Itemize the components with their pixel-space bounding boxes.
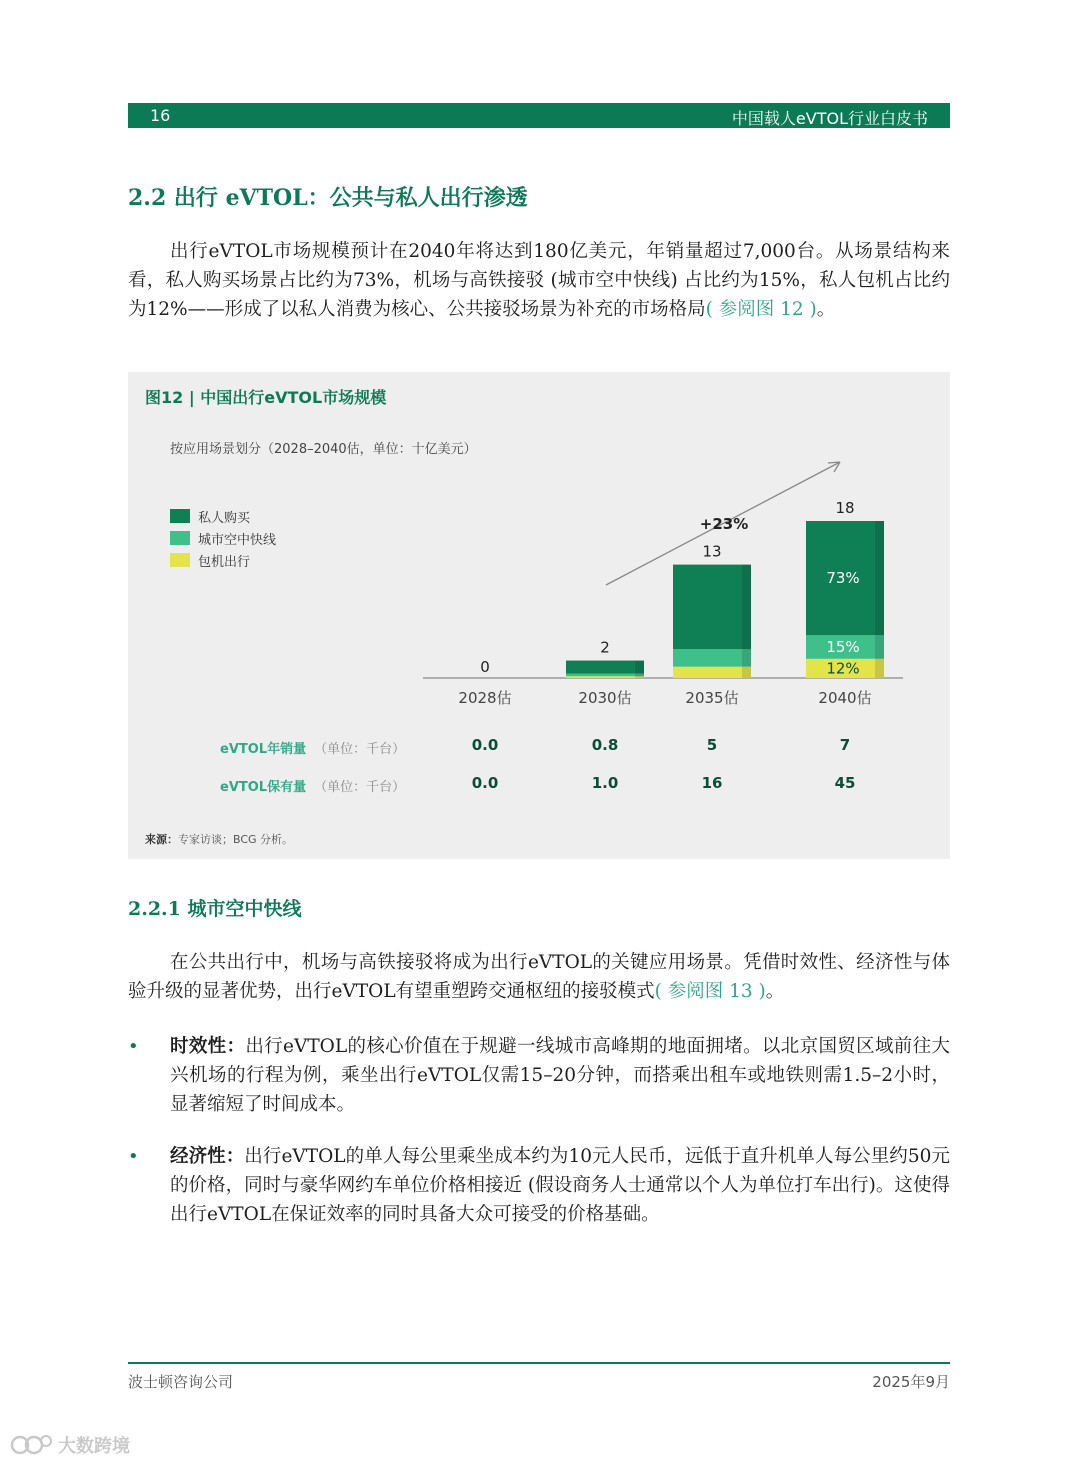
subsection-text: 在公共出行中，机场与高铁接驳将成为出行eVTOL的关键应用场景。凭借时效性、经济性与体验升级的显著优势，出行eVTOL有望重塑跨交通枢纽的接驳模式 (128, 952, 950, 1002)
bullet-heading: 时效性： (170, 1036, 246, 1057)
bar-segment-2030估-1 (566, 674, 644, 677)
segment-pct-label: 12% (826, 659, 860, 678)
bar-shade-2035估-2 (742, 565, 751, 650)
bar-segment-2035估-0 (673, 667, 751, 678)
footer-publisher: 波士顿咨询公司 (128, 1373, 234, 1391)
source-label: 来源： (145, 833, 178, 846)
figure-title: 图12 | 中国出行eVTOL市场规模 (145, 388, 387, 407)
bar-total-label: 0 (480, 658, 490, 676)
bar-segment-2035估-1 (673, 649, 751, 666)
bullet-heading: 经济性： (170, 1146, 245, 1167)
source-text: 专家访谈；BCG 分析。 (178, 833, 294, 846)
subsection-title: 2.2.1 城市空中快线 (128, 898, 302, 920)
annual-sales-2035: 5 (706, 736, 718, 754)
fleet-2040: 45 (834, 774, 856, 792)
bar-shade-2040估-1 (875, 635, 884, 659)
watermark (10, 1432, 130, 1458)
bar-shade-2040估-2 (875, 521, 884, 635)
cagr-label: +23% (699, 515, 749, 533)
bar-segment-2030估-2 (566, 661, 644, 674)
legend-label: 包机出行 (198, 554, 251, 570)
document-title: 中国载人eVTOL行业白皮书 (731, 109, 928, 128)
fleet-unit: （单位：千台） (314, 780, 406, 795)
bar-shade-2035估-1 (742, 649, 751, 666)
legend-label: 城市空中快线 (198, 532, 277, 548)
subsection-paragraph (128, 948, 950, 1006)
bar-total-label: 18 (835, 499, 855, 517)
bullet-timeliness (128, 1032, 950, 1119)
bar-shade-2030估-0 (635, 676, 644, 678)
bar-shade-2040估-0 (875, 659, 884, 678)
subsection-end: 。 (765, 981, 785, 1002)
annual-sales-2040: 7 (839, 736, 851, 754)
bullet-text: 出行eVTOL的单人每公里乘坐成本约为10元人民币，远低于直升机单人每公里约50元的价格，同时与豪华网约车单位价格相接近 (假设商务人士通常以个人为单位打车出行)。这使得出行eVTOL在保证效率的同时具备大众可接受的价格基础。 (170, 1146, 950, 1225)
fleet-2035: 16 (701, 774, 723, 792)
intro-paragraph (128, 237, 950, 324)
watermark-text: 大数跨境 (58, 1436, 130, 1457)
figure-subtitle: 按应用场景划分（2028–2040估，单位：十亿美元） (170, 442, 477, 457)
fleet-title: eVTOL保有量 (220, 780, 307, 795)
segment-pct-label: 73% (826, 569, 860, 588)
section-title: 2.2 出行 eVTOL：公共与私人出行渗透 (128, 185, 528, 211)
figure-source (145, 831, 293, 847)
x-tick-label: 2030估 (578, 689, 632, 707)
bar-shade-2035估-0 (742, 667, 751, 678)
x-tick-label: 2040估 (818, 689, 872, 707)
bullet-dot-icon: • (128, 1146, 139, 1167)
bar-segment-2035估-2 (673, 565, 751, 650)
legend-label: 私人购买 (198, 510, 251, 526)
figure-13-link[interactable]: ( 参阅图 13 ) (654, 981, 766, 1002)
figure-12 (128, 372, 950, 859)
intro-text: 出行eVTOL市场规模预计在2040年将达到180亿美元，年销量超过7,000台。从场景结构来看，私人购买场景占比约为73%，机场与高铁接驳 (城市空中快线) 占比约为15%，私人包机占比约为12%——形成了以私人消费为核心、公共接驳场景为补充的市场格局 (128, 241, 950, 320)
annual-sales-2030: 0.8 (591, 736, 619, 754)
x-tick-label: 2028估 (458, 689, 512, 707)
bar-shade-2030估-2 (635, 661, 644, 674)
bar-shade-2030估-1 (635, 674, 644, 677)
stacked-bar-chart (128, 372, 950, 712)
fleet-label (220, 776, 405, 795)
bullet-text: 出行eVTOL的核心价值在于规避一线城市高峰期的地面拥堵。以北京国贸区域前往大兴机场的行程为例，乘坐出行eVTOL仅需15–20分钟，而搭乘出租车或地铁则需1.5–2小时，显著缩短了时间成本。 (170, 1036, 950, 1115)
segment-pct-label: 15% (826, 638, 860, 657)
x-tick-label: 2035估 (685, 689, 739, 707)
fleet-2030: 1.0 (591, 774, 619, 792)
footer-divider (128, 1362, 950, 1364)
annual-sales-title: eVTOL年销量 (220, 742, 307, 757)
bullet-economy (128, 1142, 950, 1229)
annual-sales-2028: 0.0 (471, 736, 499, 754)
annual-sales-label (220, 738, 405, 757)
figure-12-link[interactable]: ( 参阅图 12 ) (705, 299, 817, 320)
annual-sales-unit: （单位：千台） (314, 742, 406, 757)
fleet-2028: 0.0 (471, 774, 499, 792)
bar-total-label: 13 (702, 542, 722, 561)
footer-date: 2025年9月 (872, 1373, 950, 1391)
intro-end: 。 (816, 299, 836, 320)
watermark-logo-icon (10, 1433, 54, 1457)
bar-total-label: 2 (600, 638, 610, 657)
bullet-dot-icon: • (128, 1036, 139, 1057)
bar-segment-2030估-0 (566, 676, 644, 678)
page-header (128, 103, 950, 128)
page-number: 16 (150, 106, 171, 125)
